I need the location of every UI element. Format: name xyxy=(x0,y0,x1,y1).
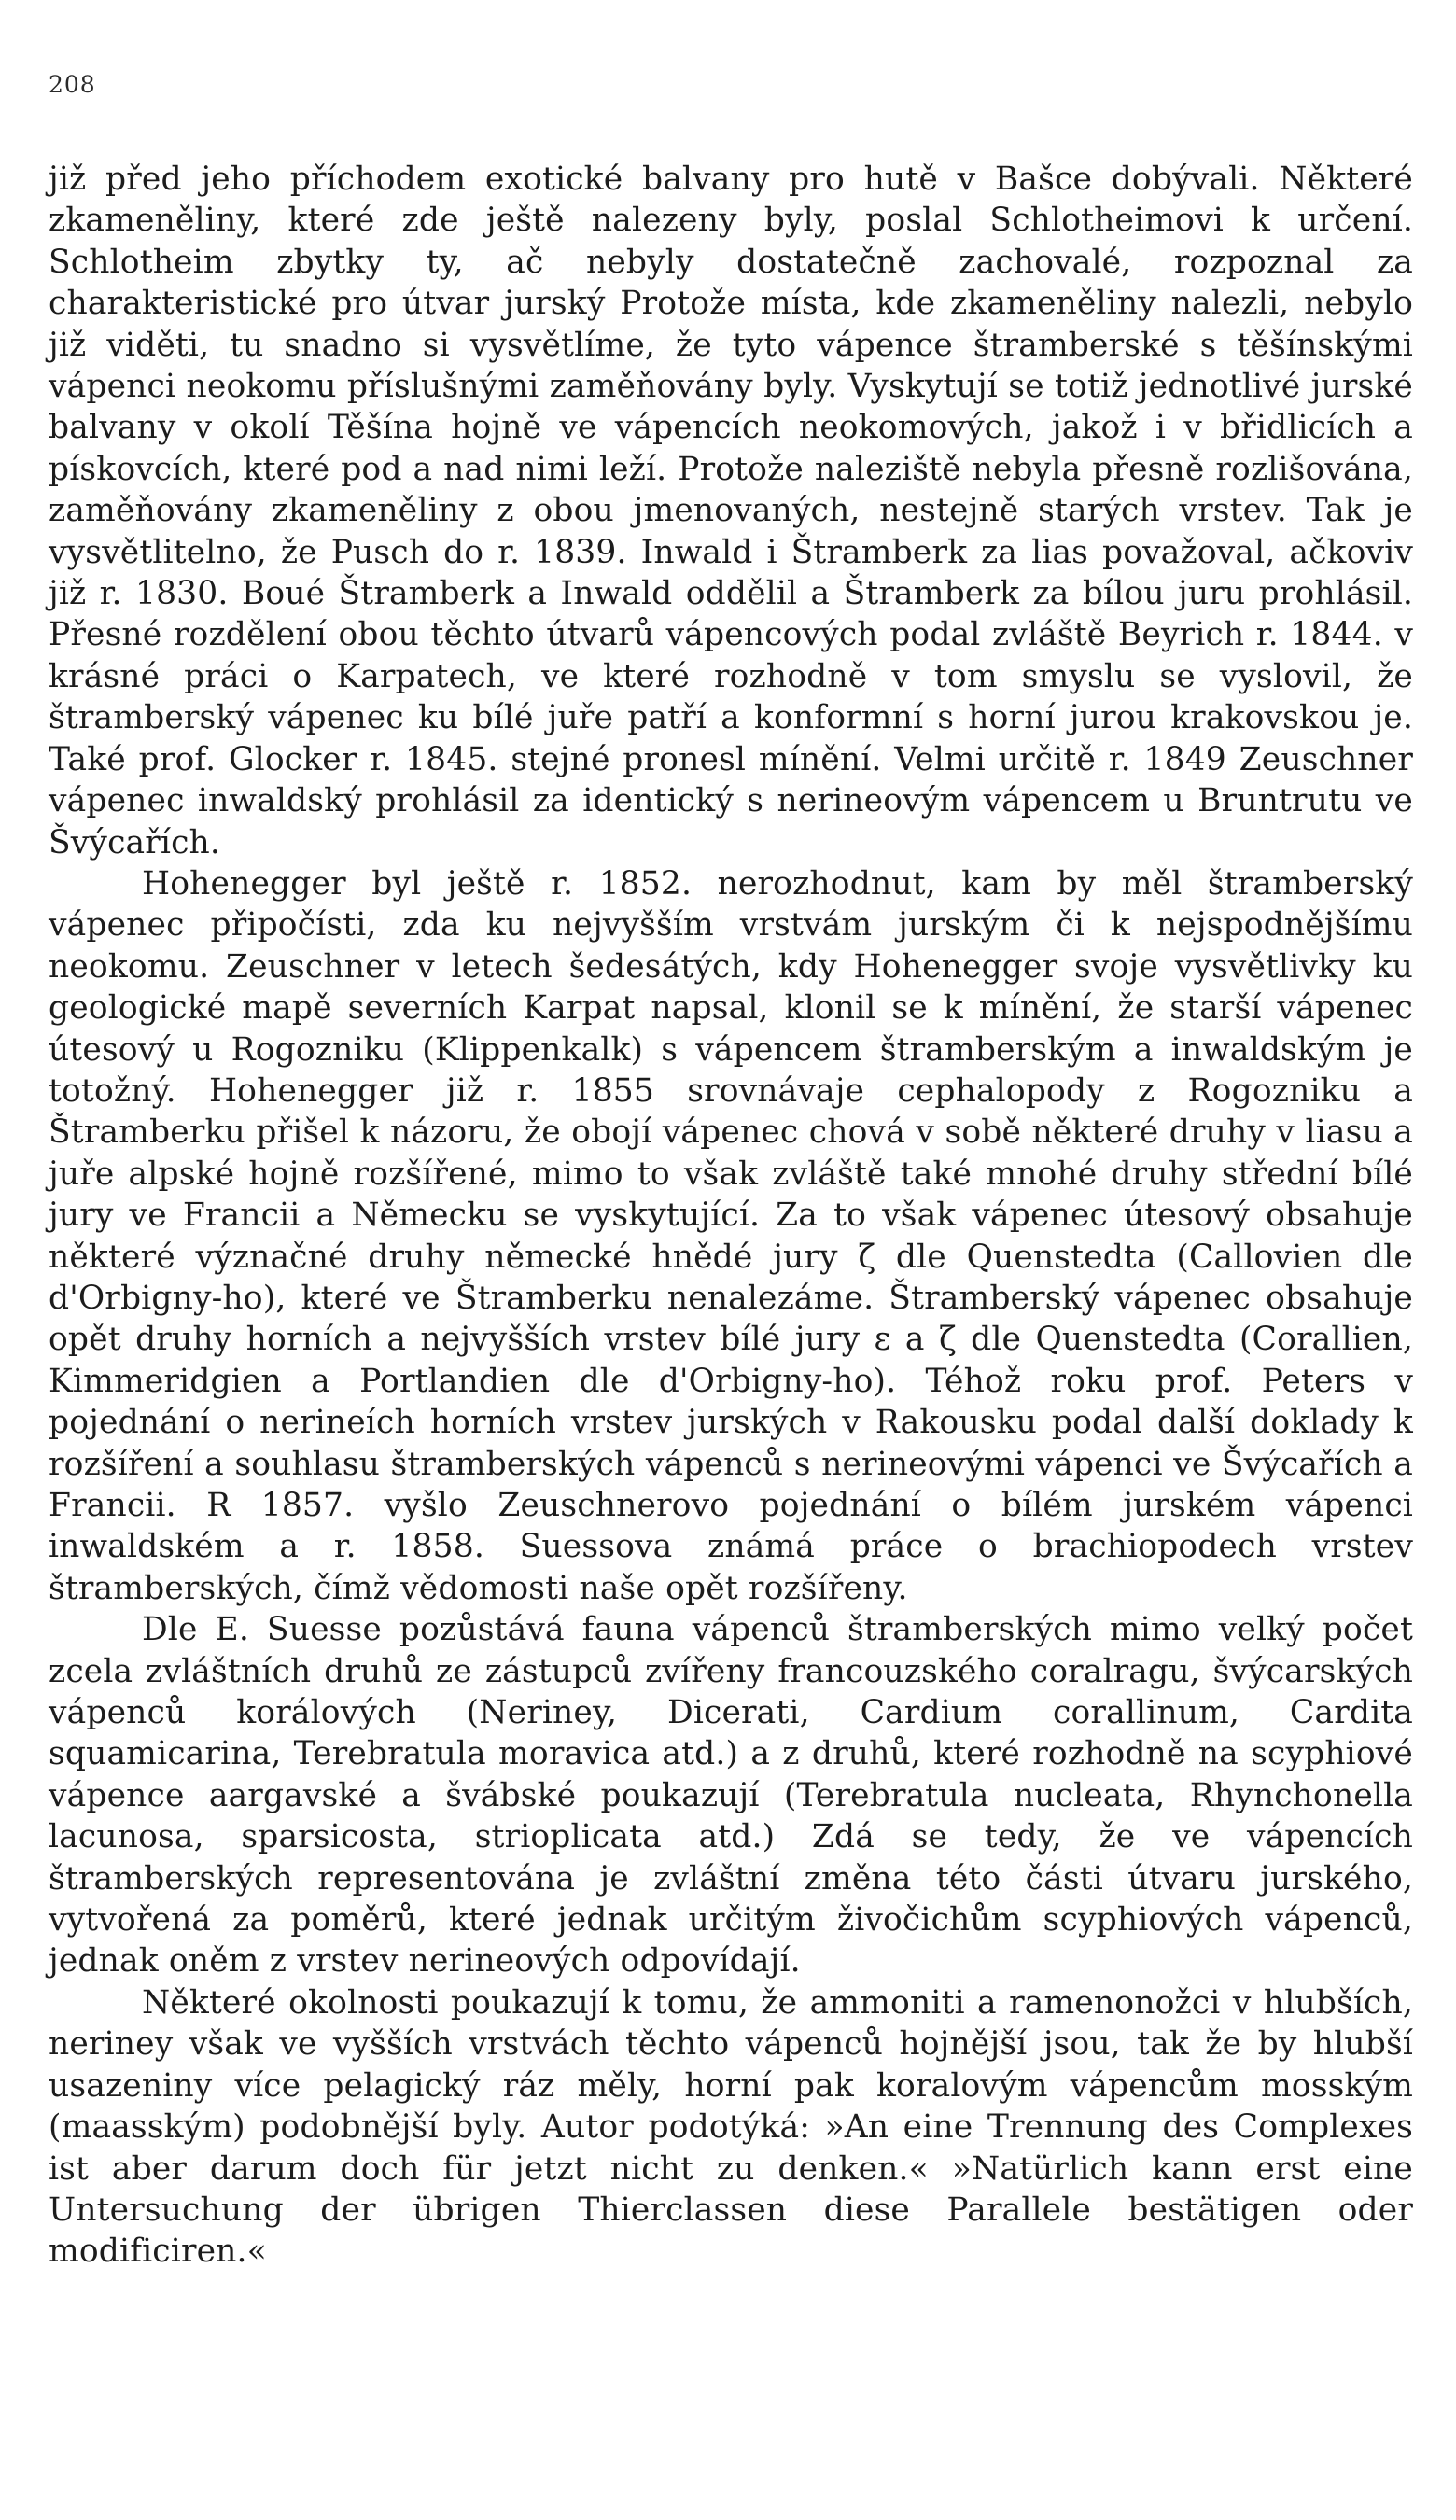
body-text xyxy=(49,159,1413,2273)
paragraph-3: Dle E. Suesse pozůstává fauna vápenců štramberských mimo velký počet zcela zvláštních druhů ze zástupců zvířeny francouzského coralragu, švýcarských vápenců korálových (Neriney, Dicerati, Cardium corallinum, Cardita squamicarina, Terebratula moravica atd.) a z druhů, které rozhodně na scyphiové vápence aargavské a švábské poukazují (Terebratula nucleata, Rhynchonella lacunosa, sparsicosta, strioplicata atd.) Zdá se tedy, že ve vápencích štramberských representována je zvláštní změna této části útvaru jurského, vytvořená za poměrů, které jednak určitým živočichům scyphiových vápenců, jednak oněm z vrstev nerineových odpovídají. xyxy=(49,1611,1413,1981)
page-number: 208 xyxy=(49,71,96,98)
paragraph-1: již před jeho příchodem exotické balvany pro hutě v Bašce dobývali. Některé zkameněliny, které zde ještě nalezeny byly, poslal Schlotheimovi k určení. Schlotheim zbytky ty, ač nebyly dostatečně zachovalé, rozpoznal za charakteristické pro útvar jurský Protože místa, kde zkameněliny nalezli, nebylo již viděti, tu snadno si vysvětlíme, že tyto vápence štramberské s těšínskými vápenci neokomu příslušnými zaměňovány byly. Vyskytují se totiž jednotlivé jurské balvany v okolí Těšína hojně ve vápencích neokomových, jakož i v břidlicích a pískovcích, které pod a nad nimi leží. Protože naleziště nebyla přesně rozlišována, zaměňovány zkameněliny z obou jmenovaných, nestejně starých vrstev. Tak je vysvětlitelno, že Pusch do r. 1839. Inwald i Štramberk za lias považoval, ačkoviv již r. 1830. Boué Štramberk a Inwald oddělil a Štramberk za bílou juru prohlásil. Přesné rozdělení obou těchto útvarů vápencových podal zvláště Beyrich r. 1844. v krásné práci o Karpatech, ve které rozhodně v tom smyslu se vyslovil, že štramberský vápenec ku bílé juře patří a konformní s horní jurou krakovskou je. Také prof. Glocker r. 1845. stejné pronesl mínění. Velmi určitě r. 1849 Zeuschner vápenec inwaldský prohlásil za identický s nerineovým vápencem u Bruntrutu ve Švýcařích. xyxy=(49,161,1413,861)
paragraph-4: Některé okolnosti poukazují k tomu, že ammoniti a ramenonožci v hlubších, neriney však ve vyšších vrstvách těchto vápenců hojnější jsou, tak že by hlubší usazeniny více pelagický ráz měly, horní pak koralovým vápencům mosským (maasským) podobnější byly. Autor podotýká: »An eine Trennung des Complexes ist aber darum doch für jetzt nicht zu denken.« »Natürlich kann erst eine Untersuchung der übrigen Thierclassen diese Parallele bestätigen oder modificiren.« xyxy=(49,1983,1413,2271)
paragraph-2: Hohenegger byl ještě r. 1852. nerozhodnut, kam by měl štramberský vápenec připočísti, zda ku nejvyšším vrstvám jurským či k nejspodnějšímu neokomu. Zeuschner v letech šedesátých, kdy Hohenegger svoje vysvětlivky ku geologické mapě severních Karpat napsal, klonil se k mínění, že starší vápenec útesový u Rogozniku (Klippenkalk) s vápencem štramberským a inwaldským je totožný. Hohenegger již r. 1855 srovnávaje cephalopody z Rogozniku a Štramberku přišel k názoru, že obojí vápenec chová v sobě některé druhy v liasu a juře alpské hojně rozšířené, mimo to však zvláště také mnohé druhy střední bílé jury ve Francii a Německu se vyskytující. Za to však vápenec útesový obsahuje některé význačné druhy německé hnědé jury ζ dle Quenstedta (Callovien dle d'Orbigny-ho), které ve Štramberku nenalezáme. Štramberský vápenec obsahuje opět druhy horních a nejvyšších vrstev bílé jury ε a ζ dle Quenstedta (Corallien, Kimmeridgien a Portlandien dle d'Orbigny-ho). Téhož roku prof. Peters v pojednání o nerineích horních vrstev jurských v Rakousku podal další doklady k rozšíření a souhlasu štramberských vápenců s nerineovými vápenci ve Švýcařích a Francii. R 1857. vyšlo Zeuschnerovo pojednání o bílém jurském vápenci inwaldském a r. 1858. Suessova známá práce o brachiopodech vrstev štramberských, čímž vědomosti naše opět rozšířeny. xyxy=(49,864,1413,1607)
